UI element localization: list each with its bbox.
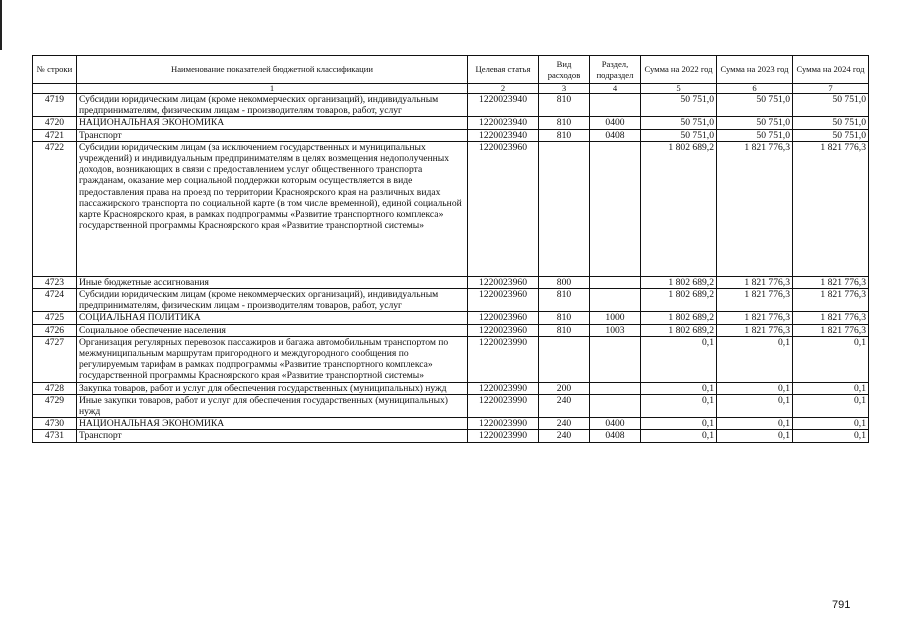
row-section: 1003: [590, 324, 641, 336]
row-sum-2022: 50 751,0: [641, 129, 717, 141]
row-name: НАЦИОНАЛЬНАЯ ЭКОНОМИКА: [77, 117, 468, 129]
row-expense-type: 240: [539, 430, 590, 442]
row-sum-2024: 0,1: [793, 430, 869, 442]
table-header-row: [33, 56, 869, 84]
row-expense-type: 240: [539, 394, 590, 417]
table-row: [33, 324, 869, 336]
row-number: 4728: [33, 382, 77, 394]
table-row: [33, 289, 869, 312]
row-number: 4726: [33, 324, 77, 336]
row-sum-2023: 50 751,0: [717, 117, 793, 129]
row-number: 4723: [33, 276, 77, 288]
row-sum-2023: 0,1: [717, 382, 793, 394]
row-name: Иные закупки товаров, работ и услуг для обеспечения государственных (муниципальных) нужд: [77, 394, 468, 417]
row-sum-2022: 1 802 689,2: [641, 312, 717, 324]
row-target-article: 1220023940: [468, 129, 539, 141]
row-section: [590, 382, 641, 394]
row-expense-type: 810: [539, 129, 590, 141]
row-sum-2022: 0,1: [641, 430, 717, 442]
column-number: 6: [717, 84, 793, 94]
row-number: 4719: [33, 94, 77, 117]
row-target-article: 1220023960: [468, 276, 539, 288]
row-name: Транспорт: [77, 430, 468, 442]
row-sum-2024: 1 821 776,3: [793, 289, 869, 312]
row-sum-2022: 50 751,0: [641, 117, 717, 129]
table-row: [33, 141, 869, 276]
row-name: СОЦИАЛЬНАЯ ПОЛИТИКА: [77, 312, 468, 324]
row-name: Субсидии юридическим лицам (кроме некоммерческих организаций), индивидуальным предпринимателям, физическим лицам - производителям товаров, работ, услуг: [77, 289, 468, 312]
row-sum-2024: 50 751,0: [793, 117, 869, 129]
row-section: [590, 289, 641, 312]
row-sum-2023: 1 821 776,3: [717, 289, 793, 312]
row-sum-2022: 1 802 689,2: [641, 324, 717, 336]
budget-classification-table: [32, 55, 869, 443]
column-number: [33, 84, 77, 94]
row-sum-2022: 0,1: [641, 418, 717, 430]
column-header-section: Раздел, подраздел: [590, 56, 641, 84]
row-number: 4722: [33, 141, 77, 276]
row-sum-2023: 50 751,0: [717, 94, 793, 117]
row-number: 4725: [33, 312, 77, 324]
column-number: 2: [468, 84, 539, 94]
table-row: [33, 394, 869, 417]
row-sum-2023: 0,1: [717, 394, 793, 417]
row-expense-type: 800: [539, 276, 590, 288]
column-header-sum-2022: Сумма на 2022 год: [641, 56, 717, 84]
row-sum-2023: 50 751,0: [717, 129, 793, 141]
column-number: 4: [590, 84, 641, 94]
row-sum-2024: 50 751,0: [793, 94, 869, 117]
row-section: 0400: [590, 418, 641, 430]
row-sum-2024: 0,1: [793, 382, 869, 394]
row-sum-2023: 1 821 776,3: [717, 276, 793, 288]
row-sum-2024: 0,1: [793, 394, 869, 417]
table-row: [33, 382, 869, 394]
row-target-article: 1220023990: [468, 336, 539, 382]
row-section: 0400: [590, 117, 641, 129]
row-sum-2023: 0,1: [717, 430, 793, 442]
row-sum-2022: 0,1: [641, 394, 717, 417]
row-sum-2024: 0,1: [793, 336, 869, 382]
row-name: Организация регулярных перевозок пассажиров и багажа автомобильным транспортом по межмуниципальным маршрутам пригородного и междугородного сообщения по регулируемым тарифам в рамках подпрограммы «Развитие транспортного комплекса» государственной программы Красноярского края «Развитие транспортной системы»: [77, 336, 468, 382]
table-row: [33, 129, 869, 141]
row-number: 4727: [33, 336, 77, 382]
row-target-article: 1220023960: [468, 289, 539, 312]
row-sum-2022: 1 802 689,2: [641, 289, 717, 312]
table-row: [33, 276, 869, 288]
column-number-row: [33, 84, 869, 94]
row-expense-type: [539, 336, 590, 382]
row-number: 4729: [33, 394, 77, 417]
row-target-article: 1220023940: [468, 94, 539, 117]
row-section: [590, 94, 641, 117]
column-header-row-number: № строки: [33, 56, 77, 84]
row-expense-type: 240: [539, 418, 590, 430]
row-name: Социальное обеспечение населения: [77, 324, 468, 336]
row-target-article: 1220023960: [468, 312, 539, 324]
row-expense-type: [539, 141, 590, 276]
column-header-target-article: Целевая статья: [468, 56, 539, 84]
row-name: Субсидии юридическим лицам (кроме некоммерческих организаций), индивидуальным предпринимателям, физическим лицам - производителям товаров, работ, услуг: [77, 94, 468, 117]
row-expense-type: 810: [539, 312, 590, 324]
row-expense-type: 810: [539, 117, 590, 129]
row-number: 4731: [33, 430, 77, 442]
row-expense-type: 810: [539, 94, 590, 117]
row-expense-type: 200: [539, 382, 590, 394]
row-sum-2022: 0,1: [641, 382, 717, 394]
row-section: [590, 394, 641, 417]
row-sum-2024: 50 751,0: [793, 129, 869, 141]
column-header-sum-2024: Сумма на 2024 год: [793, 56, 869, 84]
row-section: [590, 336, 641, 382]
row-expense-type: 810: [539, 289, 590, 312]
row-sum-2023: 1 821 776,3: [717, 141, 793, 276]
row-target-article: 1220023940: [468, 117, 539, 129]
row-name: Иные бюджетные ассигнования: [77, 276, 468, 288]
row-sum-2024: 1 821 776,3: [793, 276, 869, 288]
column-header-sum-2023: Сумма на 2023 год: [717, 56, 793, 84]
column-header-name: Наименование показателей бюджетной классификации: [77, 56, 468, 84]
row-name: НАЦИОНАЛЬНАЯ ЭКОНОМИКА: [77, 418, 468, 430]
row-target-article: 1220023960: [468, 324, 539, 336]
row-number: 4720: [33, 117, 77, 129]
row-target-article: 1220023990: [468, 430, 539, 442]
row-sum-2022: 0,1: [641, 336, 717, 382]
table-row: [33, 312, 869, 324]
table-row: [33, 94, 869, 117]
row-sum-2022: 1 802 689,2: [641, 276, 717, 288]
row-target-article: 1220023990: [468, 382, 539, 394]
column-number: 7: [793, 84, 869, 94]
row-sum-2022: 50 751,0: [641, 94, 717, 117]
row-section: 1000: [590, 312, 641, 324]
row-number: 4721: [33, 129, 77, 141]
row-sum-2023: 1 821 776,3: [717, 324, 793, 336]
row-sum-2023: 1 821 776,3: [717, 312, 793, 324]
row-name: Закупка товаров, работ и услуг для обеспечения государственных (муниципальных) нужд: [77, 382, 468, 394]
margin-rule: [0, 0, 2, 50]
row-section: [590, 276, 641, 288]
row-sum-2024: 0,1: [793, 418, 869, 430]
row-expense-type: 810: [539, 324, 590, 336]
row-sum-2024: 1 821 776,3: [793, 312, 869, 324]
column-number: 5: [641, 84, 717, 94]
column-number: 3: [539, 84, 590, 94]
row-sum-2023: 0,1: [717, 418, 793, 430]
row-sum-2024: 1 821 776,3: [793, 324, 869, 336]
row-number: 4724: [33, 289, 77, 312]
row-section: [590, 141, 641, 276]
table-row: [33, 418, 869, 430]
row-name: Субсидии юридическим лицам (за исключением государственных и муниципальных учреждений) и индивидуальным предпринимателям в целях возмещения недополученных доходов, возникающих в связи с предоставлением услуг общественного транспорта гражданам, оказание мер социальной поддержки которым осуществляется в виде предоставления права на проезд по территории Красноярского края на различных видах пассажирского транспорта по социальной карте (в том числе временной), единой социальной карте Красноярского края, в рамках подпрограммы «Развитие транспортного комплекса» государственной программы Красноярского края «Развитие транспортной системы»: [77, 141, 468, 276]
row-target-article: 1220023990: [468, 418, 539, 430]
row-section: 0408: [590, 430, 641, 442]
row-sum-2022: 1 802 689,2: [641, 141, 717, 276]
column-number: 1: [77, 84, 468, 94]
row-target-article: 1220023960: [468, 141, 539, 276]
table-row: [33, 336, 869, 382]
table-row: [33, 430, 869, 442]
column-header-expense-type: Вид расходов: [539, 56, 590, 84]
row-target-article: 1220023990: [468, 394, 539, 417]
row-sum-2023: 0,1: [717, 336, 793, 382]
row-section: 0408: [590, 129, 641, 141]
page-number: 791: [832, 599, 851, 611]
row-name: Транспорт: [77, 129, 468, 141]
row-number: 4730: [33, 418, 77, 430]
row-sum-2024: 1 821 776,3: [793, 141, 869, 276]
table-row: [33, 117, 869, 129]
